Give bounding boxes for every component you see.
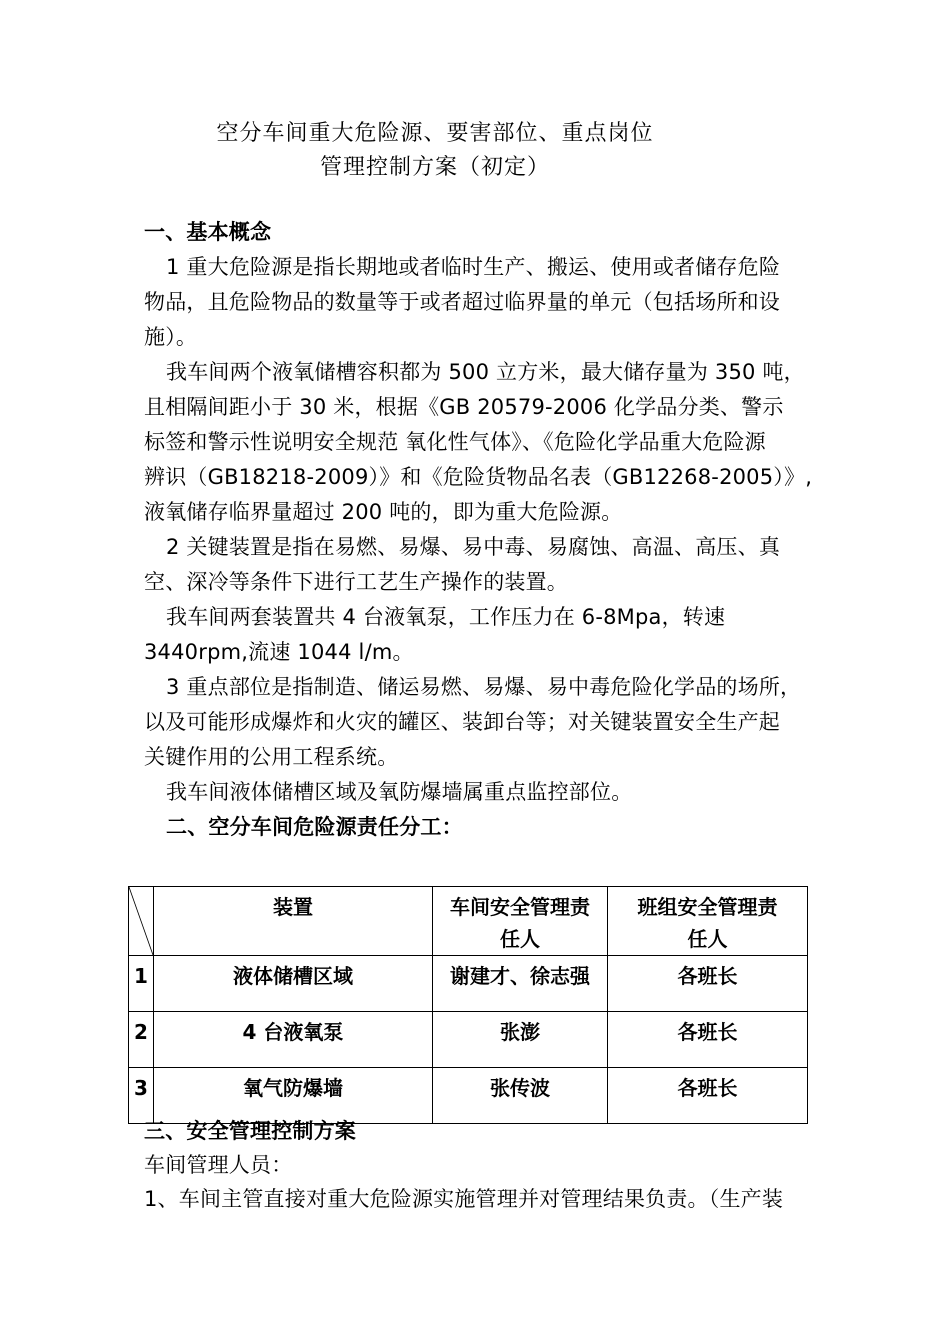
row-number: 3	[129, 1068, 154, 1124]
header-team-responsible: 班组安全管理责 任人	[608, 887, 808, 956]
diagonal-header-cell	[129, 887, 154, 956]
paragraph-line: 我车间两个液氧储槽容积都为 500 立方米，最大储存量为 350 吨，	[166, 360, 805, 384]
paragraph-line: 且相隔间距小于 30 米，根据《GB 20579-2006 化学品分类、警示	[144, 395, 784, 419]
row-device: 氧气防爆墙	[154, 1068, 433, 1124]
paragraph-line: 施）。	[144, 325, 198, 349]
table-header-row	[129, 887, 808, 956]
row-team-responsible: 各班长	[608, 1012, 808, 1068]
diagonal-line-icon	[129, 887, 153, 955]
paragraph-line: 标签和警示性说明安全规范 氧化性气体》、《危险化学品重大危险源	[144, 430, 766, 454]
section-heading-3: 三、安全管理控制方案	[144, 1119, 356, 1143]
paragraph-line: 我车间液体储槽区域及氧防爆墙属重点监控部位。	[166, 780, 633, 804]
table-row	[129, 956, 808, 1012]
table-row	[129, 1068, 808, 1124]
row-workshop-responsible: 谢建才、徐志强	[433, 956, 608, 1012]
header-workshop-responsible: 车间安全管理责 任人	[433, 887, 608, 956]
paragraph-line: 关键作用的公用工程系统。	[144, 745, 399, 769]
paragraph-line: 液氧储存临界量超过 200 吨的，即为重大危险源。	[144, 500, 623, 524]
paragraph-line: 2 关键装置是指在易燃、易爆、易中毒、易腐蚀、高温、高压、真	[166, 535, 781, 559]
row-device: 4 台液氧泵	[154, 1012, 433, 1068]
row-team-responsible: 各班长	[608, 956, 808, 1012]
row-workshop-responsible: 张传波	[433, 1068, 608, 1124]
paragraph-line: 1 重大危险源是指长期地或者临时生产、搬运、使用或者储存危险	[166, 255, 781, 279]
paragraph-line: 物品，且危险物品的数量等于或者超过临界量的单元（包括场所和设	[144, 290, 780, 314]
row-number: 2	[129, 1012, 154, 1068]
row-workshop-responsible: 张澎	[433, 1012, 608, 1068]
paragraph-line: 我车间两套装置共 4 台液氧泵，工作压力在 6-8Mpa，转速	[166, 605, 726, 629]
paragraph-line: 3440rpm,流速 1044 l/m。	[144, 640, 414, 664]
paragraph-line: 以及可能形成爆炸和火灾的罐区、装卸台等；对关键装置安全生产起	[144, 710, 780, 734]
row-number: 1	[129, 956, 154, 1012]
paragraph-line: 3 重点部位是指制造、储运易燃、易爆、易中毒危险化学品的场所，	[166, 675, 802, 699]
document-title-line1: 空分车间重大危险源、要害部位、重点岗位	[216, 121, 654, 146]
section-heading-2: 二、空分车间危险源责任分工：	[166, 815, 463, 839]
section-heading-1: 一、基本概念	[144, 220, 272, 244]
paragraph-line: 空、深冷等条件下进行工艺生产操作的装置。	[144, 570, 568, 594]
paragraph-line: 车间管理人员：	[144, 1153, 293, 1177]
document-title-line2: 管理控制方案（初定）	[319, 155, 550, 180]
responsibility-table	[128, 886, 808, 1124]
paragraph-line: 1、车间主管直接对重大危险源实施管理并对管理结果负责。（生产装	[144, 1187, 784, 1211]
paragraph-line: 辨识（GB18218-2009）》和《危险货物品名表（GB12268-2005）》,	[144, 465, 813, 489]
row-device: 液体储槽区域	[154, 956, 433, 1012]
row-team-responsible: 各班长	[608, 1068, 808, 1124]
table-row	[129, 1012, 808, 1068]
header-device: 装置	[154, 887, 433, 956]
